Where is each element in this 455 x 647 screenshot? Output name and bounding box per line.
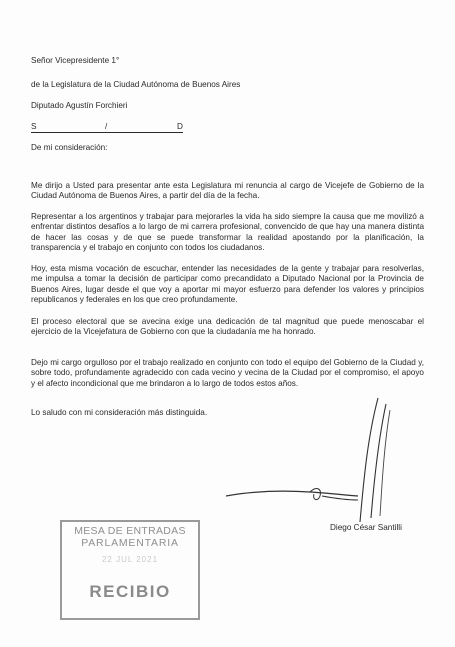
paragraph-1: Me dirijo a Usted para presentar ante esta Legislatura mi renuncia al cargo de Vicejefe de Gobierno de la Ciudad Autónoma de Buenos Aires, a partir del día de la fecha. [31, 181, 424, 201]
sd-left: S [31, 122, 37, 131]
paragraph-2: Representar a los argentinos y trabajar para mejorarles la vida ha sido siempre la causa que me movilizó a enfrentar distintos desafíos a lo largo de mi carrera profesional, convencido de que hay una manera distinta de hacer las cosas y de que se puede transformar la realidad apostando por la planificación, la transparencia y el trabajo en conjunto con todos los ciudadanos. [31, 212, 424, 252]
stamp-line2: PARLAMENTARIA [81, 537, 179, 549]
paragraph-4: El proceso electoral que se avecina exige una dedicación de tal magnitud que puede menoscabar el ejercicio de la Vicejefatura de Gobierno con que la ciudadanía me ha honrado. [31, 317, 424, 337]
handwritten-signature [218, 396, 418, 526]
sd-right: D [177, 122, 183, 131]
stamp-date: 22 JUL 2021 [101, 555, 159, 564]
closing: Lo saludo con mi consideración más distinguida. [31, 408, 208, 417]
paragraph-3: Hoy, esta misma vocación de escuchar, entender las necesidades de la gente y trabajar para resolverlas, me impulsa a tomar la decisión de participar como precandidato a Diputado Nacional por la Provincia de Buenos Aires, lugar desde el que voy a aportar mi mayor esfuerzo para defender los valores y principios republicanos y federales en los que creo profundamente. [31, 264, 424, 304]
signature-name: Diego César Santilli [330, 523, 402, 532]
sd-slash: / [105, 122, 108, 131]
greeting: De mi consideración: [31, 143, 108, 152]
recipient-name: Diputado Agustín Forchieri [31, 101, 128, 110]
reception-stamp [60, 520, 200, 620]
recipient-institution: de la Legislatura de la Ciudad Autónoma de Buenos Aires [31, 80, 241, 89]
paragraph-5: Dejo mi cargo orgulloso por el trabajo realizado en conjunto con todo el equipo del Gobierno de la Ciudad y, sobre todo, profundamente agradecido con cada vecino y vecina de la Ciudad por el compromiso, el apoyo y el afecto incondicional que me brindaron a lo largo de todos estos años. [31, 358, 424, 388]
sd-line [31, 122, 183, 133]
sd-underline [31, 132, 183, 133]
recipient-title: Señor Vicepresidente 1° [31, 56, 120, 65]
stamp-line1: MESA DE ENTRADAS [74, 525, 186, 537]
stamp-recibio: RECIBIO [89, 582, 171, 601]
